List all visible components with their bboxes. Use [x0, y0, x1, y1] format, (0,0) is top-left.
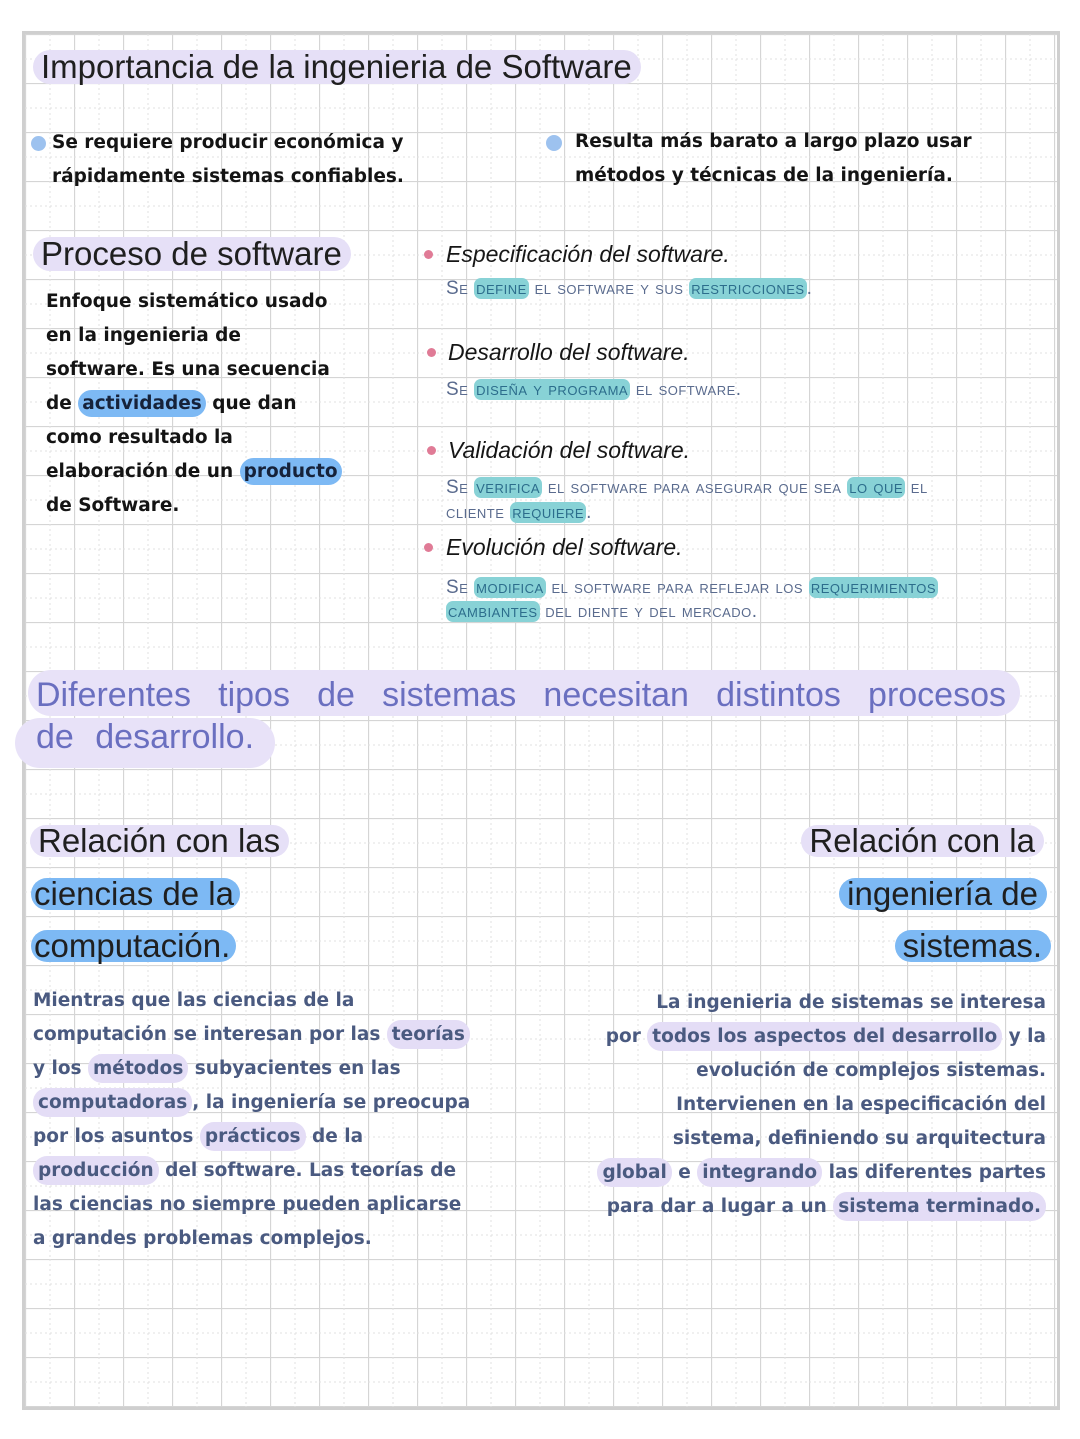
text: Se: [446, 379, 475, 400]
heading-text: sistemas.: [895, 930, 1051, 962]
text: computación se interesan por las: [33, 1024, 387, 1045]
text: las diferentes partes: [822, 1162, 1046, 1183]
highlight: modifica: [476, 577, 544, 598]
highlight: diseña y programa: [476, 379, 629, 400]
highlight: computadoras: [33, 1088, 192, 1117]
text: .: [586, 502, 592, 523]
body-line: [33, 1018, 470, 1052]
highlight: prácticos: [200, 1122, 306, 1151]
heading-text: ciencias de la: [31, 878, 240, 910]
body-line: [33, 1120, 470, 1154]
description-line: [46, 387, 342, 421]
highlight: global: [597, 1158, 671, 1187]
highlight: integrando: [697, 1158, 822, 1187]
activity-title: Validación del software.: [448, 437, 691, 463]
importance-point-2: [575, 125, 972, 193]
importance-point-1: [52, 126, 404, 194]
text: evolución de complejos sistemas.: [696, 1060, 1046, 1081]
highlight: producción: [33, 1156, 159, 1185]
highlight: métodos: [88, 1054, 188, 1083]
point-line: rápidamente sistemas confiables.: [52, 166, 404, 187]
activity-description: [446, 600, 758, 624]
highlight: todos los aspectos del desarrollo: [647, 1022, 1002, 1051]
text: La ingenieria de sistemas se interesa: [656, 992, 1046, 1013]
pink-dot-bullet-icon: [424, 250, 433, 259]
text: Se: [446, 477, 475, 498]
description-line: [46, 285, 342, 319]
highlight: sistema terminado.: [833, 1192, 1046, 1221]
text: e: [671, 1162, 698, 1183]
text: el software.: [630, 379, 742, 400]
relation-se-heading-line: [548, 927, 1051, 964]
text: software. Es una secuencia: [46, 359, 330, 380]
pink-dot-bullet-icon: [427, 348, 436, 357]
highlight-producto: producto: [240, 458, 342, 485]
text: el software para asegurar que sea: [542, 477, 848, 498]
blue-dot-bullet-icon: [31, 136, 46, 151]
text: en la ingenieria de: [46, 325, 241, 346]
relation-cs-heading-line: [31, 927, 236, 964]
relation-se-heading-line: [548, 875, 1047, 912]
highlight: define: [476, 278, 527, 299]
text: y la: [1002, 1026, 1046, 1047]
highlight: verifica: [476, 477, 541, 498]
point-line: Se requiere producir económica y: [52, 132, 404, 153]
relation-cs-body: [33, 984, 470, 1256]
text: el: [905, 477, 928, 498]
point-line: métodos y técnicas de la ingeniería.: [575, 165, 953, 186]
body-line: [33, 1188, 470, 1222]
text: Se: [446, 278, 475, 299]
body-line: [446, 1190, 1046, 1224]
body-line: [446, 986, 1046, 1020]
banner-line-1: Diferentes tipos de sistemas necesitan distintos procesos: [36, 676, 1006, 714]
activity-description: [446, 476, 928, 500]
text: sistema, definiendo su arquitectura: [672, 1128, 1046, 1149]
pink-dot-bullet-icon: [427, 446, 436, 455]
description-line: [46, 455, 342, 489]
body-line: [33, 1222, 470, 1256]
page-title-text: Importancia de la ingenieria de Software: [33, 50, 641, 84]
process-heading-text: Proceso de software: [33, 237, 351, 271]
activity-title: Evolución del software.: [446, 534, 683, 560]
description-line: [46, 353, 342, 387]
text: elaboración de un: [46, 461, 240, 482]
text: de la: [305, 1126, 364, 1147]
text: de Software.: [46, 495, 180, 516]
relation-cs-heading-line: [31, 875, 240, 912]
activity-title: Especificación del software.: [446, 241, 730, 267]
text: del diente y del mercado.: [539, 601, 758, 622]
text: subyacientes en las: [188, 1058, 401, 1079]
banner-line-2: de desarrollo.: [36, 718, 255, 756]
body-line: [446, 1156, 1046, 1190]
text: cliente: [446, 502, 511, 523]
description-line: [46, 421, 342, 455]
text: Intervienen en la especificación del: [676, 1094, 1046, 1115]
point-line: Resulta más barato a largo plazo usar: [575, 131, 972, 152]
relation-se-body: [446, 986, 1046, 1224]
text: del software. Las teorías de: [158, 1160, 457, 1181]
text: el software para reflejar los: [545, 577, 809, 598]
pink-dot-bullet-icon: [424, 543, 433, 552]
relation-cs-heading-line: [30, 822, 289, 859]
text: y los: [33, 1058, 89, 1079]
heading-text: Relación con la: [801, 825, 1044, 857]
highlight: cambiantes: [448, 601, 538, 622]
heading-text: ingeniería de: [839, 878, 1047, 910]
text: Mientras que las ciencias de la: [33, 990, 355, 1011]
page-title: [33, 50, 641, 84]
relation-se-heading-line: [548, 822, 1044, 859]
process-heading: [33, 237, 351, 271]
highlight: teorías: [387, 1020, 470, 1049]
blue-dot-bullet-icon: [546, 135, 562, 151]
body-line: [33, 984, 470, 1018]
highlight: lo que: [849, 477, 904, 498]
text: como resultado la: [46, 427, 233, 448]
highlight: requiere: [512, 502, 585, 523]
description-line: [46, 489, 342, 523]
body-line: [33, 1086, 470, 1120]
text: Se: [446, 577, 475, 598]
highlight: requerimientos: [810, 577, 937, 598]
body-line: [446, 1020, 1046, 1054]
text: las ciencias no siempre pueden aplicarse: [33, 1194, 462, 1215]
text: a grandes problemas complejos.: [33, 1228, 372, 1249]
body-line: [446, 1054, 1046, 1088]
process-description: [46, 285, 342, 523]
text: el software y sus: [528, 278, 690, 299]
text: de: [46, 393, 79, 414]
body-line: [446, 1088, 1046, 1122]
activity-description: [446, 378, 742, 402]
heading-text: computación.: [31, 930, 236, 962]
text: .: [806, 278, 813, 299]
text: que dan: [205, 393, 297, 414]
description-line: [46, 319, 342, 353]
highlight: restricciones: [691, 278, 805, 299]
text: por: [605, 1026, 648, 1047]
text: por los asuntos: [33, 1126, 200, 1147]
body-line: [33, 1052, 470, 1086]
activity-description: [446, 576, 938, 600]
text: para dar a lugar a un: [606, 1196, 834, 1217]
body-line: [33, 1154, 470, 1188]
heading-text: Relación con las: [30, 825, 289, 857]
activity-description: [446, 277, 812, 301]
highlight-actividades: actividades: [78, 390, 206, 417]
text: , la ingeniería se preocupa: [192, 1092, 471, 1113]
activity-title: Desarrollo del software.: [448, 339, 690, 365]
text: Enfoque sistemático usado: [46, 291, 328, 312]
activity-description: [446, 501, 592, 525]
body-line: [446, 1122, 1046, 1156]
